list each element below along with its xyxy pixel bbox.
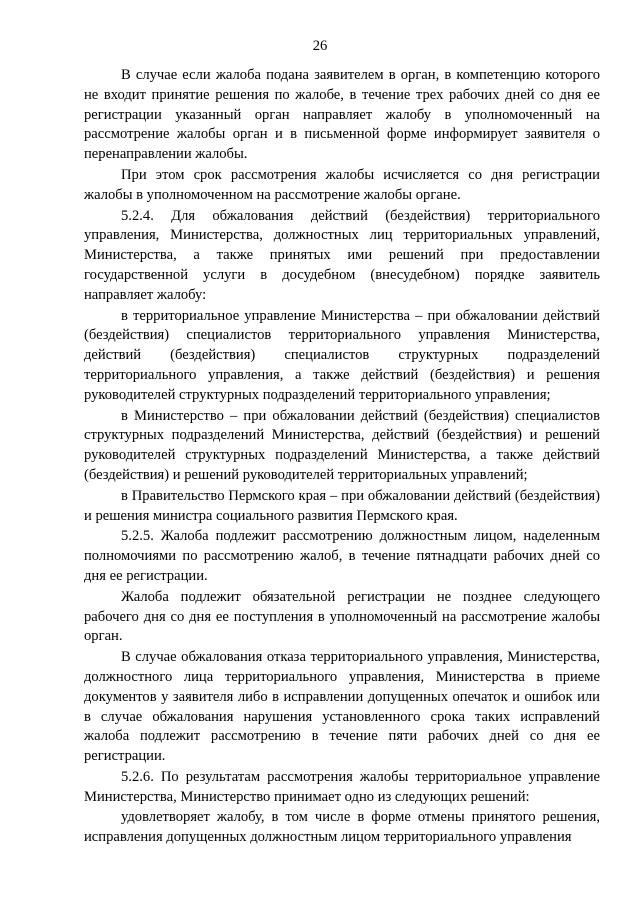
paragraph-refusal-appeal: В случае обжалования отказа территориального управления, Министерства, должностного лица территориального управления, Министерства в приеме документов у заявителя либо в исправлении допущенных опечаток и ошибок или в случае обжалования нарушения установленного срока таких исправлений жалоба подлежит рассмотрению в течение пяти рабочих дней со дня ее регистрации. bbox=[84, 649, 600, 765]
paragraph-review-period: При этом срок рассмотрения жалобы исчисляется со дня регистрации жалобы в уполномоченном на рассмотрение жалобы органе. bbox=[84, 166, 600, 203]
paragraph-ministry: в Министерство – при обжаловании действий (бездействия) специалистов структурных подразделений Министерства, действий (бездействия) и решений руководителей структурных подразделений Министерства, а также действий (бездействия) и решений руководителей территориальных управлений; bbox=[84, 407, 600, 483]
paragraph-5-2-5: 5.2.5. Жалоба подлежит рассмотрению должностным лицом, наделенным полномочиями по рассмотрению жалоб, в течение пятнадцати рабочих дней со дня ее регистрации. bbox=[84, 528, 600, 584]
paragraph-government: в Правительство Пермского края – при обжаловании действий (бездействия) и решения министра социального развития Пермского края. bbox=[84, 487, 600, 524]
paragraph-territorial-office: в территориальное управление Министерства – при обжаловании действий (бездействия) специалистов территориального управления Министерства, действий (бездействия) специалистов структурных подразделений территориального управления, а также действий (бездействия) и решения руководителей структурных подразделений территориального управления; bbox=[84, 307, 600, 403]
paragraph-5-2-6: 5.2.6. По результатам рассмотрения жалобы территориальное управление Министерства, Министерство принимает одно из следующих решений: bbox=[84, 768, 600, 805]
paragraph-registration: Жалоба подлежит обязательной регистрации не позднее следующего рабочего дня со дня ее поступления в уполномоченный на рассмотрение жалобы орган. bbox=[84, 588, 600, 645]
paragraph-satisfies-complaint: удовлетворяет жалобу, в том числе в форме отмены принятого решения, исправления допущенных должностным лицом территориального управления bbox=[84, 809, 600, 846]
document-body bbox=[84, 66, 600, 848]
page-number: 26 bbox=[312, 38, 328, 54]
paragraph-redirect-complaint: В случае если жалоба подана заявителем в орган, в компетенцию которого не входит принятие решения по жалобе, в течение трех рабочих дней со дня ее регистрации указанный орган направляет жалобу в уполномоченный на рассмотрение жалобы орган и в письменной форме информирует заявителя о перенаправлении жалобы. bbox=[84, 67, 600, 163]
paragraph-5-2-4: 5.2.4. Для обжалования действий (бездействия) территориального управления, Министерства, должностных лиц территориальных управлений, Министерства, а также принятых ими решений при предоставлении государственной услуги в досудебном (внесудебном) порядке заявитель направляет жалобу: bbox=[84, 207, 600, 303]
